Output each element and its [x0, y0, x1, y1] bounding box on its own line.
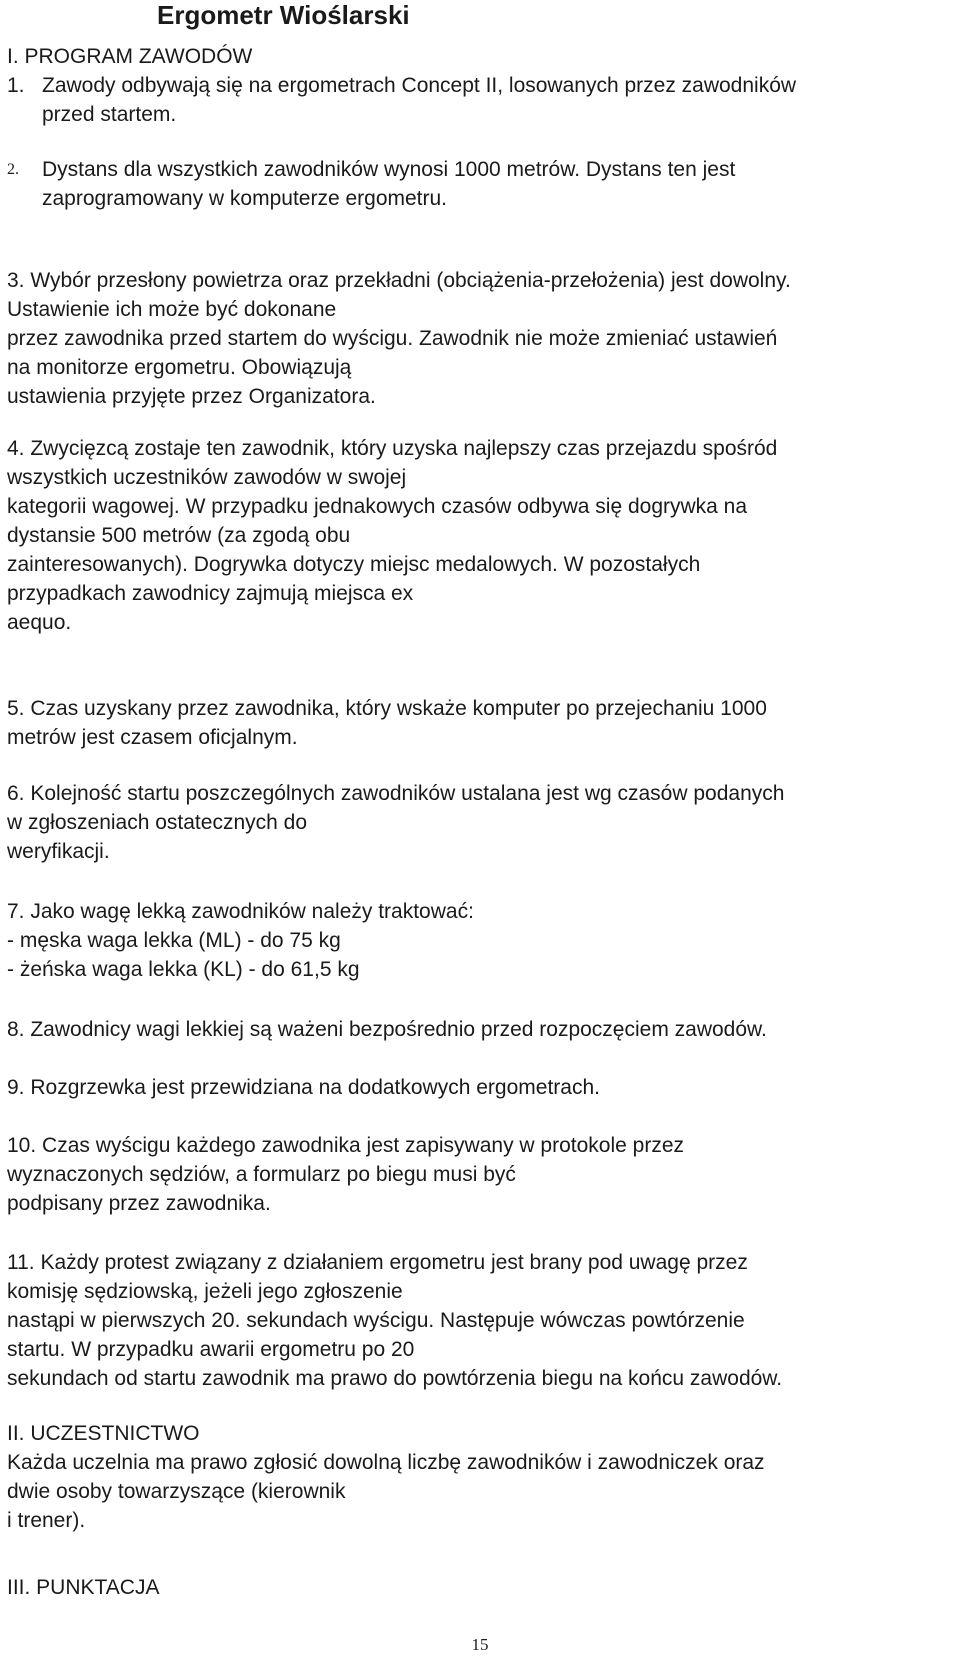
item-line: dystansie 500 metrów (za zgodą obu	[7, 524, 351, 547]
item-line: startu. W przypadku awarii ergometru po 20	[7, 1338, 415, 1361]
item-line: nastąpi w pierwszych 20. sekundach wyścigu. Następuje wówczas powtórzenie	[7, 1309, 745, 1332]
item-number: 2.	[7, 161, 19, 178]
item-line: 10. Czas wyścigu każdego zawodnika jest zapisywany w protokole przez	[7, 1134, 684, 1157]
rule-item-3	[7, 266, 952, 411]
item-line: i trener).	[7, 1509, 86, 1532]
item-line: 11. Każdy protest związany z działaniem ergometru jest brany pod uwagę przez	[7, 1251, 748, 1274]
item-line: przed startem.	[42, 103, 177, 126]
item-line: Zawody odbywają się na ergometrach Concept II, losowanych przez zawodników	[42, 74, 797, 97]
item-line: na monitorze ergometru. Obowiązują	[7, 356, 352, 379]
item-line: sekundach od startu zawodnik ma prawo do powtórzenia biegu na końcu zawodów.	[7, 1367, 783, 1390]
item-line: zainteresowanych). Dogrywka dotyczy miejsc medalowych. W pozostałych	[7, 553, 701, 576]
item-text	[42, 71, 952, 129]
item-line: aequo.	[7, 611, 72, 634]
item-line: 9. Rozgrzewka jest przewidziana na dodatkowych ergometrach.	[7, 1076, 600, 1099]
rule-item-1	[7, 71, 952, 129]
item-line: Ustawienie ich może być dokonane	[7, 298, 337, 321]
item-line: 3. Wybór przesłony powietrza oraz przekładni (obciążenia-przełożenia) jest dowolny.	[7, 269, 791, 292]
item-line: ustawienia przyjęte przez Organizatora.	[7, 385, 376, 408]
rule-item-7	[7, 897, 952, 984]
item-line: dwie osoby towarzyszące (kierownik	[7, 1480, 346, 1503]
item-line: wyznaczonych sędziów, a formularz po biegu musi być	[7, 1163, 516, 1186]
section-heading-program: I. PROGRAM ZAWODÓW	[7, 45, 253, 68]
item-line: przypadkach zawodnicy zajmują miejsca ex	[7, 582, 414, 605]
item-line: przez zawodnika przed startem do wyścigu. Zawodnik nie może zmieniać ustawień	[7, 327, 778, 350]
item-line: Każda uczelnia ma prawo zgłosić dowolną liczbę zawodników i zawodniczek oraz	[7, 1451, 765, 1474]
participation-text	[7, 1448, 952, 1535]
item-line: 4. Zwycięzcą zostaje ten zawodnik, który uzyska najlepszy czas przejazdu spośród	[7, 437, 778, 460]
item-line: - żeńska waga lekka (KL) - do 61,5 kg	[7, 958, 360, 981]
item-line: 7. Jako wagę lekką zawodników należy traktować:	[7, 900, 474, 923]
rule-item-10	[7, 1131, 952, 1218]
item-line: w zgłoszeniach ostatecznych do	[7, 811, 307, 834]
rule-item-9	[7, 1073, 952, 1102]
rule-item-11	[7, 1248, 952, 1393]
item-line: 6. Kolejność startu poszczególnych zawodników ustalana jest wg czasów podanych	[7, 782, 785, 805]
rule-item-8	[7, 1015, 952, 1044]
item-line: metrów jest czasem oficjalnym.	[7, 726, 298, 749]
rule-item-5	[7, 694, 952, 752]
item-line: komisję sędziowską, jeżeli jego zgłoszenie	[7, 1280, 403, 1303]
rule-item-6	[7, 779, 952, 866]
section-heading-participation: II. UCZESTNICTWO	[7, 1422, 200, 1445]
rule-item-4	[7, 434, 952, 637]
item-line: Dystans dla wszystkich zawodników wynosi 1000 metrów. Dystans ten jest	[42, 158, 736, 181]
section-heading-scoring: III. PUNKTACJA	[7, 1576, 160, 1599]
item-line: podpisany przez zawodnika.	[7, 1192, 271, 1215]
item-line: - męska waga lekka (ML) - do 75 kg	[7, 929, 341, 952]
item-line: weryfikacji.	[7, 840, 110, 863]
item-text	[42, 155, 952, 213]
document-title: Ergometr Wioślarski	[157, 0, 410, 30]
item-line: kategorii wagowej. W przypadku jednakowych czasów odbywa się dogrywka na	[7, 495, 748, 518]
item-line: zaprogramowany w komputerze ergometru.	[42, 187, 448, 210]
item-line: 5. Czas uzyskany przez zawodnika, który wskaże komputer po przejechaniu 1000	[7, 697, 767, 720]
item-number: 1.	[7, 74, 25, 97]
page-number: 15	[471, 1635, 489, 1654]
rule-item-2	[7, 155, 952, 213]
item-line: 8. Zawodnicy wagi lekkiej są ważeni bezpośrednio przed rozpoczęciem zawodów.	[7, 1018, 767, 1041]
item-line: wszystkich uczestników zawodów w swojej	[7, 466, 407, 489]
